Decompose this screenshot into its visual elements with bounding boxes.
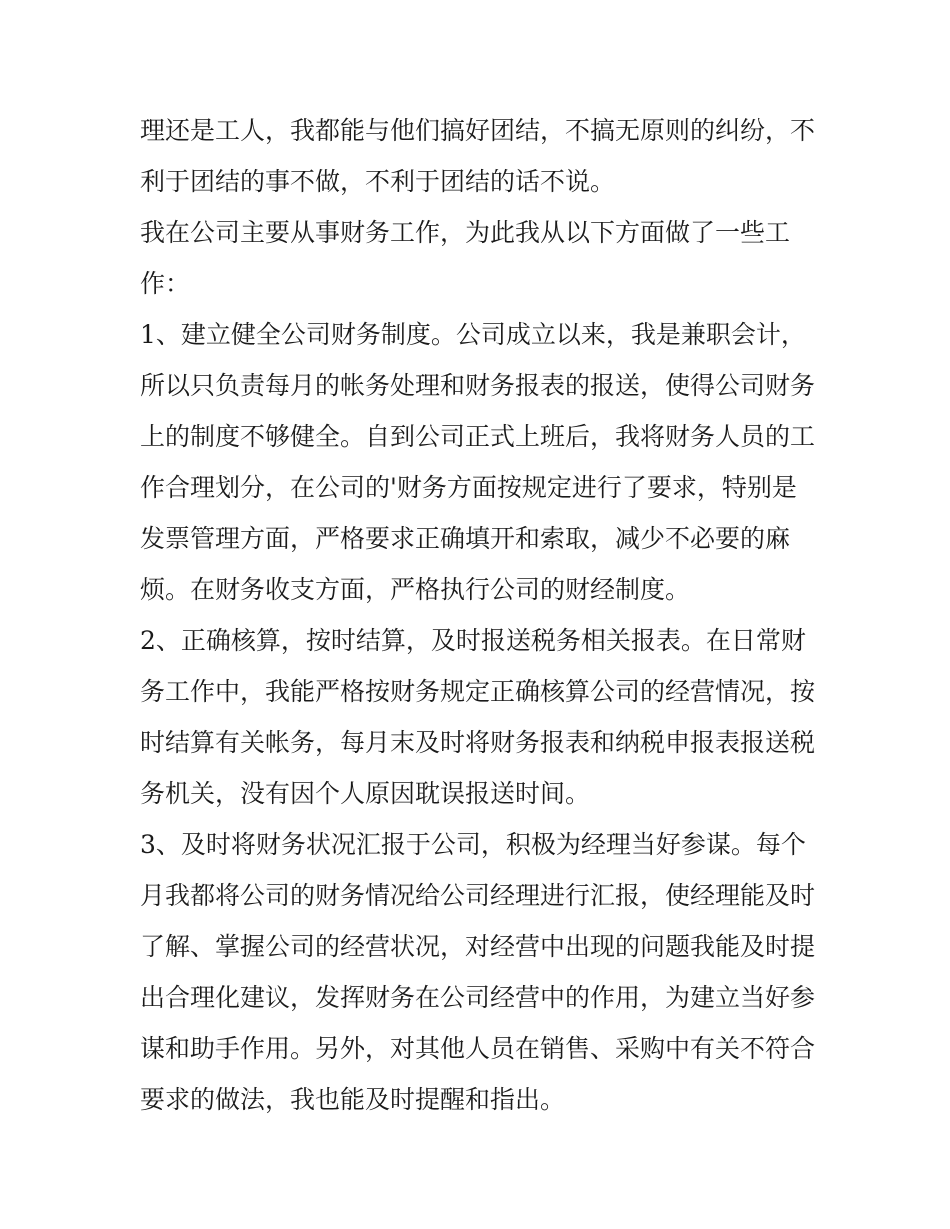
document-body bbox=[140, 105, 830, 1125]
text-line: 出合理化建议，发挥财务在公司经营中的作用，为建立当好参 bbox=[140, 983, 816, 1012]
text-line: 3、及时将财务状况汇报于公司，积极为经理当好参谋。每个 bbox=[140, 830, 806, 859]
text-line: 利于团结的事不做，不利于团结的话不说。 bbox=[140, 167, 616, 196]
text-line: 务机关，没有因个人原因耽误报送时间。 bbox=[140, 779, 591, 808]
text-line: 发票管理方面，严格要求正确填开和索取，减少不必要的麻 bbox=[140, 524, 791, 553]
text-line: 上的制度不够健全。自到公司正式上班后，我将财务人员的工 bbox=[140, 422, 816, 451]
text-line: 所以只负责每月的帐务处理和财务报表的报送，使得公司财务 bbox=[140, 371, 816, 400]
text-line: 2、正确核算，按时结算，及时报送税务相关报表。在日常财 bbox=[140, 626, 806, 655]
text-line: 作： bbox=[140, 269, 191, 298]
text-line: 务工作中，我能严格按财务规定正确核算公司的经营情况，按 bbox=[140, 677, 816, 706]
text-line: 谋和助手作用。另外，对其他人员在销售、采购中有关不符合 bbox=[140, 1034, 816, 1063]
text-line: 我在公司主要从事财务工作，为此我从以下方面做了一些工 bbox=[140, 218, 791, 247]
text-line: 1、建立健全公司财务制度。公司成立以来，我是兼职会计， bbox=[140, 320, 806, 349]
text-line: 时结算有关帐务，每月末及时将财务报表和纳税申报表报送税 bbox=[140, 728, 816, 757]
text-line: 作合理划分，在公司的'财务方面按规定进行了要求，特别是 bbox=[140, 473, 797, 502]
text-line: 要求的做法，我也能及时提醒和指出。 bbox=[140, 1085, 566, 1114]
text-line: 烦。在财务收支方面，严格执行公司的财经制度。 bbox=[140, 575, 691, 604]
text-line: 月我都将公司的财务情况给公司经理进行汇报，使经理能及时 bbox=[140, 881, 816, 910]
text-line: 了解、掌握公司的经营状况，对经营中出现的问题我能及时提 bbox=[140, 932, 816, 961]
text-line: 理还是工人，我都能与他们搞好团结，不搞无原则的纠纷，不 bbox=[140, 116, 816, 145]
